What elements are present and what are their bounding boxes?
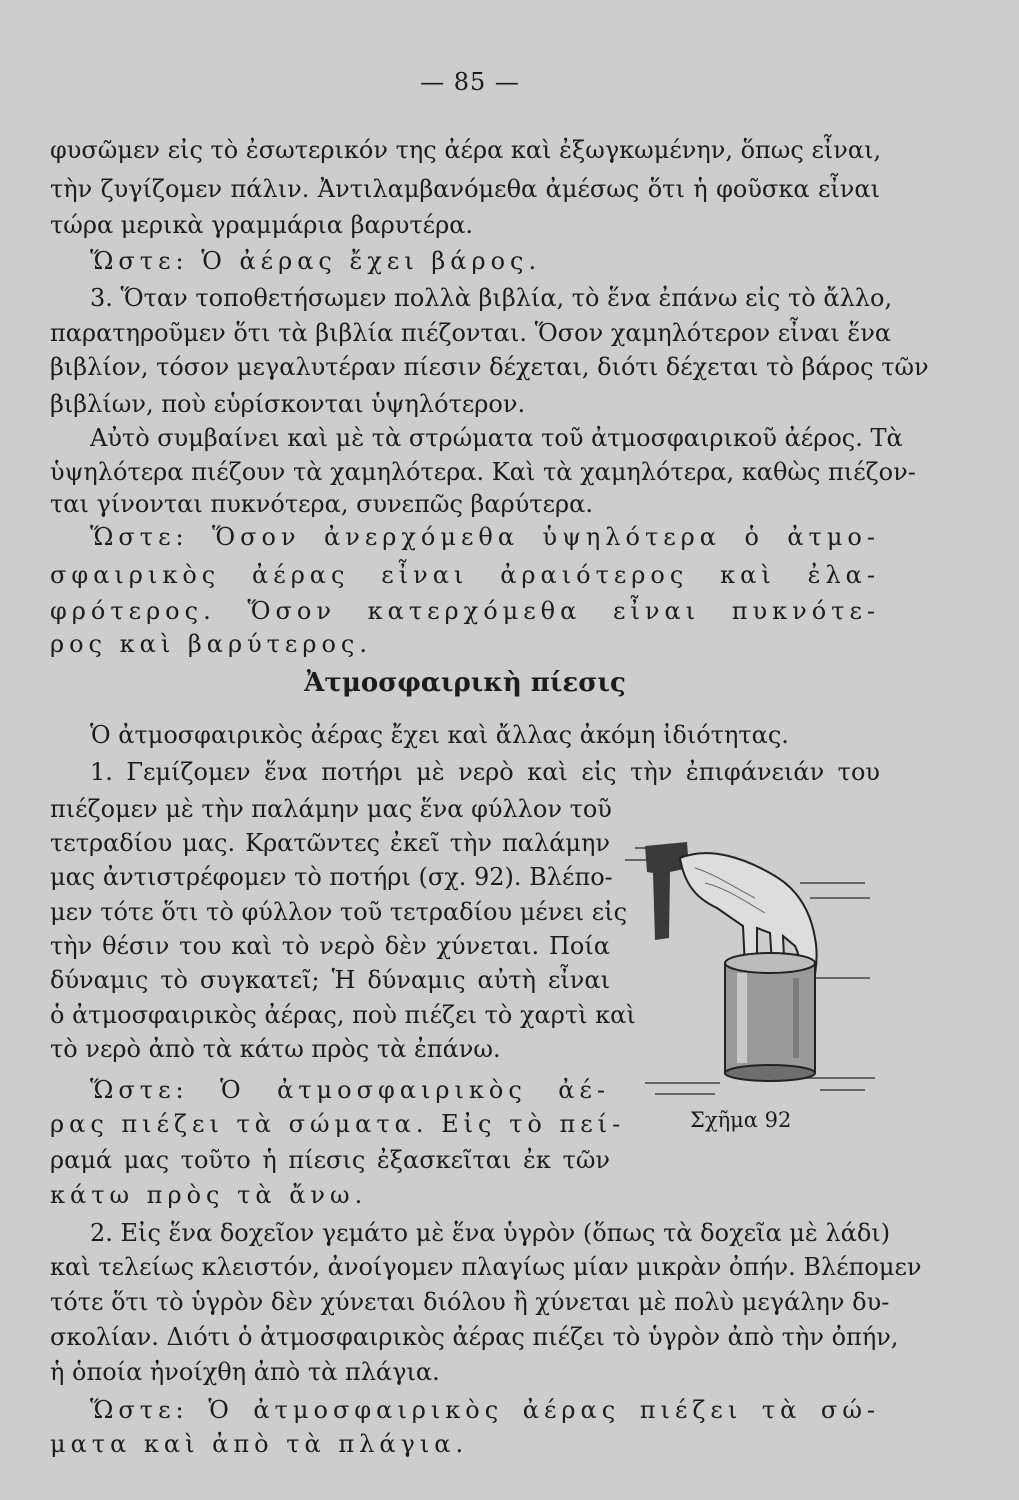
- text-line: τὸ νερὸ ἀπὸ τὰ κάτω πρὸς τὰ ἐπάνω.: [50, 1035, 501, 1063]
- conclusion-line: ρος καὶ βαρύτερος.: [50, 630, 372, 658]
- conclusion-line: Ὥστε: Ὁ ἀτμοσφαιρικὸς ἀέ-: [90, 1076, 610, 1104]
- text-line: ὁ ἀτμοσφαιρικὸς ἀέρας, ποὺ πιέζει τὸ χαρτὶ καὶ: [50, 1001, 636, 1029]
- conclusion-line: ματα καὶ ἀπὸ τὰ πλάγια.: [50, 1430, 469, 1458]
- conclusion-line: Ὥστε: Ὁ ἀτμοσφαιρικὸς ἀέρας πιέζει τὰ σώ-: [90, 1396, 880, 1424]
- text-line: τώρα μερικὰ γραμμάρια βαρυτέρα.: [50, 211, 474, 239]
- text-line: σκολίαν. Διότι ὁ ἀτμοσφαιρικὸς ἀέρας πιέζει τὸ ὑγρὸν ἀπὸ τὴν ὀπήν,: [50, 1323, 899, 1351]
- conclusion-line: κάτω πρὸς τὰ ἄνω.: [50, 1181, 368, 1209]
- conclusion-line: ρας πιέζει τὰ σώματα. Εἰς τὸ πεί-: [50, 1110, 626, 1138]
- text-line: μας ἀντιστρέφομεν τὸ ποτήρι (σχ. 92). Βλέπο-: [50, 863, 613, 891]
- glass-experiment-illustration: [625, 828, 880, 1098]
- text-line: ὑψηλότερα πιέζουν τὰ χαμηλότερα. Καὶ τὰ χαμηλότερα, καθὼς πιέζον-: [50, 458, 916, 486]
- text-line: πιέζομεν μὲ τὴν παλάμην μας ἕνα φύλλον τοῦ: [50, 795, 612, 823]
- conclusion-line: φρότερος. Ὅσον κατερχόμεθα εἶναι πυκνότε-: [50, 597, 880, 625]
- text-line: τὴν θέσιν του καὶ τὸ νερὸ δὲν χύνεται. Ποία: [50, 932, 610, 960]
- text-line: βιβλίον, τόσον μεγαλυτέραν πίεσιν δέχεται, διότι δέχεται τὸ βάρος τῶν: [50, 353, 929, 381]
- text-line: τὴν ζυγίζομεν πάλιν. Ἀντιλαμβανόμεθα ἀμέσως ὅτι ἡ φοῦσκα εἶναι: [50, 175, 880, 203]
- text-line: καὶ τελείως κλειστόν, ἀνοίγομεν πλαγίως μίαν μικρὰν ὀπήν. Βλέπομεν: [50, 1253, 922, 1281]
- text-line: ραμά μας τοῦτο ἡ πίεσις ἐξασκεῖται ἐκ τῶν: [50, 1146, 610, 1174]
- figure-caption: Σχῆμα 92: [690, 1108, 792, 1132]
- text-line: φυσῶμεν εἰς τὸ ἐσωτερικόν της ἀέρα καὶ ἐξωγκωμένην, ὅπως εἶναι,: [50, 136, 882, 164]
- text-line: μεν τότε ὅτι τὸ φύλλον τοῦ τετραδίου μένει εἰς: [50, 898, 628, 926]
- page-number: — 85 —: [420, 68, 520, 96]
- text-line: τετραδίου μας. Κρατῶντες ἐκεῖ τὴν παλάμην: [50, 829, 610, 857]
- text-line: δύναμις τὸ συγκατεῖ; Ἡ δύναμις αὐτὴ εἶναι: [50, 966, 610, 994]
- conclusion-line: σφαιρικὸς ἀέρας εἶναι ἀραιότερος καὶ ἐλα-: [50, 561, 880, 589]
- text-line: Αὐτὸ συμβαίνει καὶ μὲ τὰ στρώματα τοῦ ἀτμοσφαιρικοῦ ἀέρος. Τὰ: [90, 424, 903, 452]
- text-line: ἡ ὁποία ἠνοίχθη ἀπὸ τὰ πλάγια.: [50, 1358, 440, 1386]
- conclusion-line: Ὥστε: Ὁ ἀέρας ἔχει βάρος.: [90, 247, 542, 275]
- text-line: βιβλίων, ποὺ εὑρίσκονται ὑψηλότερον.: [50, 390, 526, 418]
- text-line: ται γίνονται πυκνότερα, συνεπῶς βαρύτερα.: [50, 490, 593, 518]
- conclusion-line: Ὥστε: Ὅσον ἀνερχόμεθα ὑψηλότερα ὁ ἀτμο-: [90, 523, 880, 551]
- text-line: παρατηροῦμεν ὅτι τὰ βιβλία πιέζονται. Ὅσον χαμηλότερον εἶναι ἕνα: [50, 319, 892, 347]
- text-line: Ὁ ἀτμοσφαιρικὸς ἀέρας ἔχει καὶ ἄλλας ἀκόμη ἰδιότητας.: [90, 721, 789, 749]
- text-line: 3. Ὅταν τοποθετήσωμεν πολλὰ βιβλία, τὸ ἕνα ἐπάνω εἰς τὸ ἄλλο,: [90, 284, 893, 312]
- text-line: 2. Εἰς ἕνα δοχεῖον γεμάτο μὲ ἕνα ὑγρὸν (ὅπως τὰ δοχεῖα μὲ λάδι): [90, 1219, 891, 1247]
- text-line: 1. Γεμίζομεν ἕνα ποτήρι μὲ νερὸ καὶ εἰς τὴν ἐπιφάνειάν του: [90, 758, 880, 786]
- section-heading: Ἀτμοσφαιρικὴ πίεσις: [304, 668, 626, 698]
- text-line: τότε ὅτι τὸ ὑγρὸν δὲν χύνεται διόλου ἢ χύνεται μὲ πολὺ μεγάλην δυ-: [50, 1288, 890, 1316]
